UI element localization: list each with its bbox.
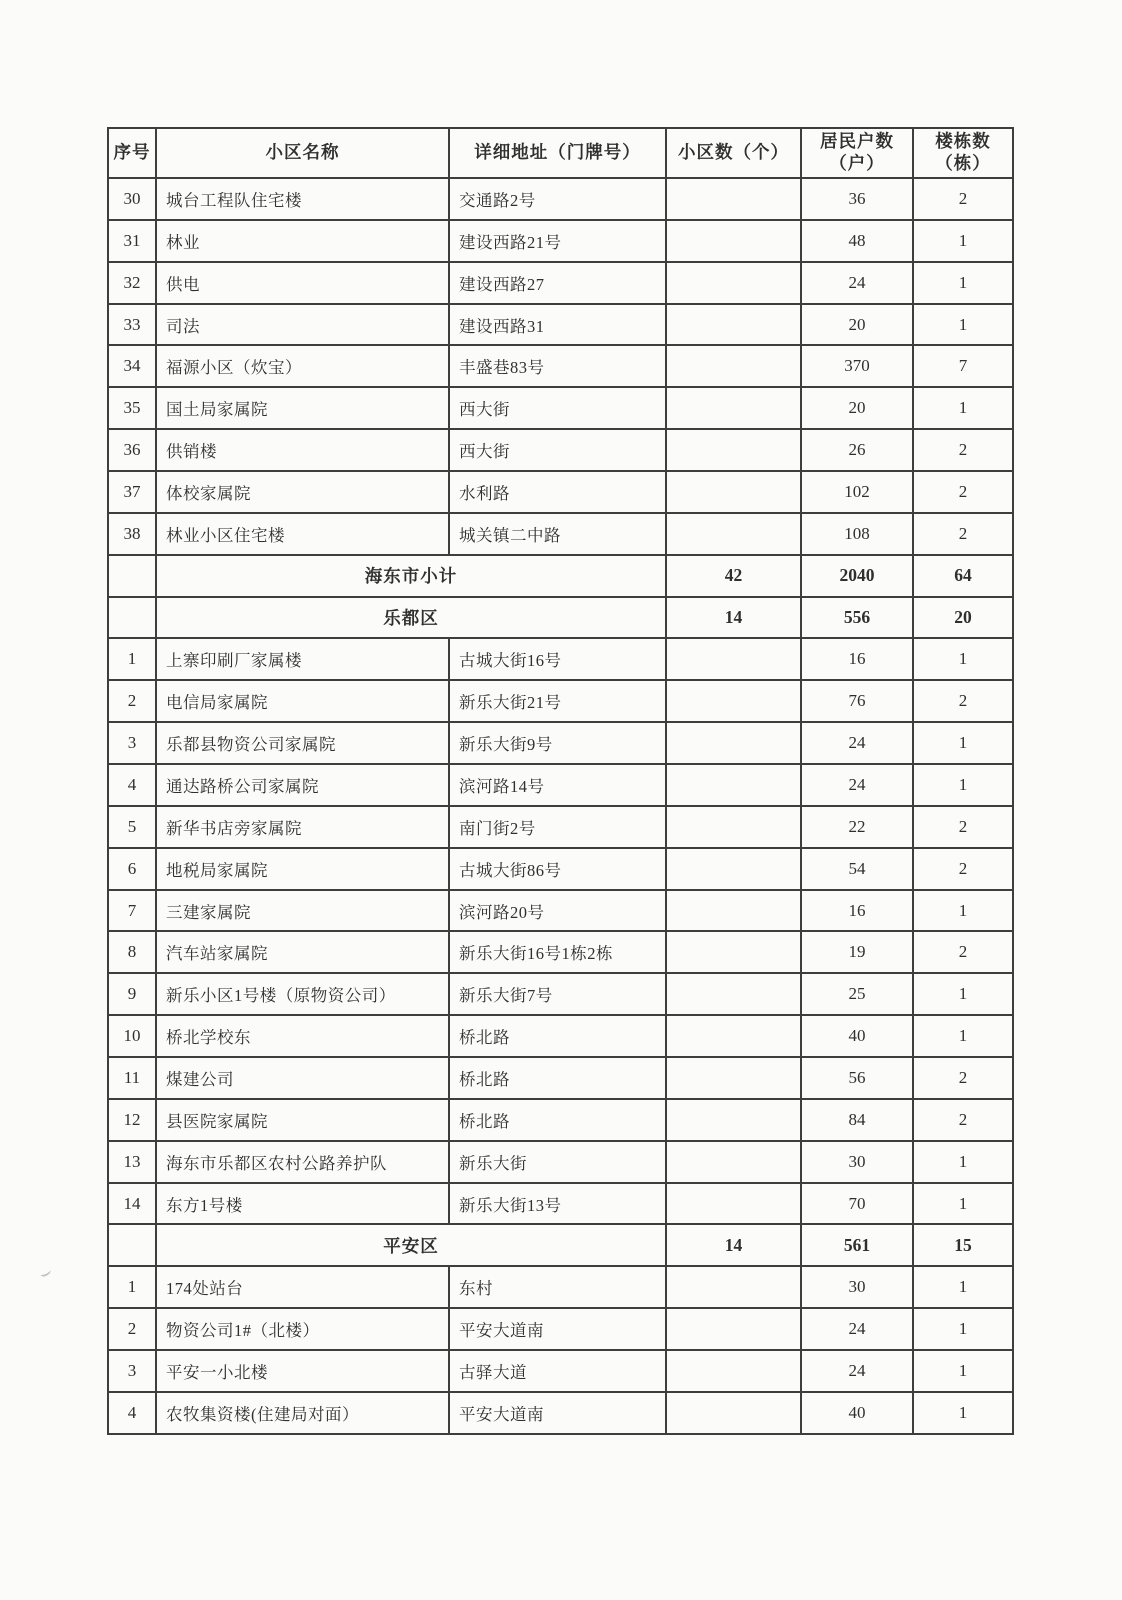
header-buildings <box>913 128 1013 178</box>
households-cell: 76 <box>801 680 913 722</box>
count-cell: 14 <box>666 1224 801 1266</box>
table-row <box>108 1141 1013 1183</box>
count-cell <box>666 304 801 346</box>
seq-cell: 2 <box>108 1308 156 1350</box>
households-cell: 108 <box>801 513 913 555</box>
seq-cell: 32 <box>108 262 156 304</box>
table-row <box>108 890 1013 932</box>
table-row <box>108 513 1013 555</box>
name-cell: 桥北学校东 <box>156 1015 449 1057</box>
seq-cell <box>108 1224 156 1266</box>
name-cell: 物资公司1#（北楼） <box>156 1308 449 1350</box>
seq-cell: 30 <box>108 178 156 220</box>
name-cell: 司法 <box>156 304 449 346</box>
buildings-cell: 1 <box>913 764 1013 806</box>
seq-cell: 2 <box>108 680 156 722</box>
seq-cell: 12 <box>108 1099 156 1141</box>
buildings-cell: 2 <box>913 429 1013 471</box>
seq-cell <box>108 597 156 639</box>
buildings-cell: 1 <box>913 1015 1013 1057</box>
header-count-label: 小区数（个） <box>678 142 789 163</box>
count-cell <box>666 220 801 262</box>
households-cell: 16 <box>801 638 913 680</box>
count-cell: 42 <box>666 555 801 597</box>
households-cell: 54 <box>801 848 913 890</box>
count-cell <box>666 1308 801 1350</box>
address-cell: 新乐大街7号 <box>449 973 666 1015</box>
section-label-cell: 乐都区 <box>156 597 666 639</box>
address-cell: 新乐大街16号1栋2栋 <box>449 931 666 973</box>
seq-cell: 1 <box>108 638 156 680</box>
households-cell: 16 <box>801 890 913 932</box>
count-cell <box>666 806 801 848</box>
count-cell <box>666 638 801 680</box>
count-cell <box>666 1350 801 1392</box>
buildings-cell: 1 <box>913 1266 1013 1308</box>
count-cell <box>666 1015 801 1057</box>
count-cell <box>666 890 801 932</box>
buildings-cell: 1 <box>913 387 1013 429</box>
address-cell: 平安大道南 <box>449 1392 666 1434</box>
scan-smudge-mark <box>39 1266 52 1277</box>
count-cell <box>666 387 801 429</box>
seq-cell: 6 <box>108 848 156 890</box>
header-seq-label: 序号 <box>113 142 151 163</box>
households-cell: 102 <box>801 471 913 513</box>
households-cell: 20 <box>801 387 913 429</box>
summary-row <box>108 555 1013 597</box>
address-cell: 建设西路27 <box>449 262 666 304</box>
buildings-cell: 1 <box>913 220 1013 262</box>
address-cell: 水利路 <box>449 471 666 513</box>
table-row <box>108 973 1013 1015</box>
header-seq <box>108 128 156 178</box>
count-cell <box>666 764 801 806</box>
count-cell <box>666 1099 801 1141</box>
address-cell: 新乐大街21号 <box>449 680 666 722</box>
count-cell <box>666 722 801 764</box>
buildings-cell: 20 <box>913 597 1013 639</box>
buildings-cell: 1 <box>913 973 1013 1015</box>
seq-cell: 37 <box>108 471 156 513</box>
count-cell: 14 <box>666 597 801 639</box>
community-table <box>107 127 1014 1435</box>
households-cell: 24 <box>801 764 913 806</box>
header-households-label: 居民户数 <box>820 131 894 152</box>
name-cell: 电信局家属院 <box>156 680 449 722</box>
table-row <box>108 680 1013 722</box>
buildings-cell: 1 <box>913 1141 1013 1183</box>
buildings-cell: 2 <box>913 513 1013 555</box>
table-row <box>108 1183 1013 1225</box>
buildings-cell: 2 <box>913 1099 1013 1141</box>
table-row <box>108 722 1013 764</box>
buildings-cell: 1 <box>913 1183 1013 1225</box>
table-row <box>108 1057 1013 1099</box>
count-cell <box>666 1183 801 1225</box>
name-cell: 平安一小北楼 <box>156 1350 449 1392</box>
name-cell: 174处站台 <box>156 1266 449 1308</box>
households-cell: 19 <box>801 931 913 973</box>
name-cell: 体校家属院 <box>156 471 449 513</box>
buildings-cell: 1 <box>913 1392 1013 1434</box>
table-row <box>108 387 1013 429</box>
seq-cell <box>108 555 156 597</box>
address-cell: 东村 <box>449 1266 666 1308</box>
table-row <box>108 1099 1013 1141</box>
address-cell: 桥北路 <box>449 1057 666 1099</box>
table-row <box>108 220 1013 262</box>
name-cell: 供电 <box>156 262 449 304</box>
table-row <box>108 848 1013 890</box>
buildings-cell: 1 <box>913 722 1013 764</box>
name-cell: 上寨印刷厂家属楼 <box>156 638 449 680</box>
seq-cell: 35 <box>108 387 156 429</box>
households-cell: 36 <box>801 178 913 220</box>
count-cell <box>666 1392 801 1434</box>
count-cell <box>666 429 801 471</box>
name-cell: 农牧集资楼(住建局对面） <box>156 1392 449 1434</box>
header-buildings-label: 楼栋数 <box>935 131 991 152</box>
table-row <box>108 345 1013 387</box>
count-cell <box>666 1266 801 1308</box>
seq-cell: 13 <box>108 1141 156 1183</box>
table-row <box>108 178 1013 220</box>
households-cell: 561 <box>801 1224 913 1266</box>
name-cell: 海东市乐都区农村公路养护队 <box>156 1141 449 1183</box>
name-cell: 三建家属院 <box>156 890 449 932</box>
buildings-cell: 2 <box>913 680 1013 722</box>
households-cell: 2040 <box>801 555 913 597</box>
address-cell: 滨河路20号 <box>449 890 666 932</box>
table-row <box>108 638 1013 680</box>
address-cell: 西大街 <box>449 387 666 429</box>
buildings-cell: 2 <box>913 848 1013 890</box>
households-cell: 26 <box>801 429 913 471</box>
header-row <box>108 128 1013 178</box>
name-cell: 东方1号楼 <box>156 1183 449 1225</box>
seq-cell: 34 <box>108 345 156 387</box>
table-row <box>108 806 1013 848</box>
name-cell: 福源小区（炊宝） <box>156 345 449 387</box>
households-cell: 20 <box>801 304 913 346</box>
seq-cell: 4 <box>108 764 156 806</box>
buildings-cell: 2 <box>913 471 1013 513</box>
table-row <box>108 1266 1013 1308</box>
name-cell: 汽车站家属院 <box>156 931 449 973</box>
address-cell: 古城大街86号 <box>449 848 666 890</box>
table-row <box>108 931 1013 973</box>
header-name <box>156 128 449 178</box>
households-cell: 24 <box>801 1308 913 1350</box>
name-cell: 县医院家属院 <box>156 1099 449 1141</box>
header-households <box>801 128 913 178</box>
header-buildings-unit: （栋） <box>935 153 991 173</box>
buildings-cell: 1 <box>913 1308 1013 1350</box>
section-label-cell: 海东市小计 <box>156 555 666 597</box>
seq-cell: 3 <box>108 1350 156 1392</box>
name-cell: 城台工程队住宅楼 <box>156 178 449 220</box>
header-households-unit: （户） <box>829 153 885 173</box>
table-row <box>108 429 1013 471</box>
address-cell: 古驿大道 <box>449 1350 666 1392</box>
name-cell: 新华书店旁家属院 <box>156 806 449 848</box>
seq-cell: 14 <box>108 1183 156 1225</box>
address-cell: 西大街 <box>449 429 666 471</box>
table-row <box>108 1392 1013 1434</box>
seq-cell: 9 <box>108 973 156 1015</box>
name-cell: 国土局家属院 <box>156 387 449 429</box>
count-cell <box>666 1057 801 1099</box>
count-cell <box>666 1141 801 1183</box>
seq-cell: 10 <box>108 1015 156 1057</box>
households-cell: 22 <box>801 806 913 848</box>
households-cell: 30 <box>801 1141 913 1183</box>
table-header <box>108 128 1013 178</box>
seq-cell: 33 <box>108 304 156 346</box>
households-cell: 25 <box>801 973 913 1015</box>
households-cell: 70 <box>801 1183 913 1225</box>
header-address-label: 详细地址（门牌号） <box>474 142 641 163</box>
buildings-cell: 64 <box>913 555 1013 597</box>
address-cell: 交通路2号 <box>449 178 666 220</box>
seq-cell: 1 <box>108 1266 156 1308</box>
households-cell: 40 <box>801 1015 913 1057</box>
name-cell: 林业 <box>156 220 449 262</box>
seq-cell: 8 <box>108 931 156 973</box>
table-row <box>108 262 1013 304</box>
households-cell: 48 <box>801 220 913 262</box>
seq-cell: 3 <box>108 722 156 764</box>
name-cell: 通达路桥公司家属院 <box>156 764 449 806</box>
seq-cell: 36 <box>108 429 156 471</box>
header-address <box>449 128 666 178</box>
buildings-cell: 1 <box>913 890 1013 932</box>
address-cell: 新乐大街 <box>449 1141 666 1183</box>
address-cell: 建设西路31 <box>449 304 666 346</box>
address-cell: 新乐大街13号 <box>449 1183 666 1225</box>
address-cell: 桥北路 <box>449 1099 666 1141</box>
header-count <box>666 128 801 178</box>
table-row <box>108 1308 1013 1350</box>
table-row <box>108 1015 1013 1057</box>
count-cell <box>666 848 801 890</box>
households-cell: 40 <box>801 1392 913 1434</box>
count-cell <box>666 973 801 1015</box>
buildings-cell: 7 <box>913 345 1013 387</box>
buildings-cell: 2 <box>913 806 1013 848</box>
buildings-cell: 2 <box>913 1057 1013 1099</box>
households-cell: 370 <box>801 345 913 387</box>
name-cell: 新乐小区1号楼（原物资公司） <box>156 973 449 1015</box>
address-cell: 城关镇二中路 <box>449 513 666 555</box>
address-cell: 南门街2号 <box>449 806 666 848</box>
households-cell: 30 <box>801 1266 913 1308</box>
buildings-cell: 2 <box>913 931 1013 973</box>
summary-row <box>108 597 1013 639</box>
households-cell: 24 <box>801 1350 913 1392</box>
seq-cell: 7 <box>108 890 156 932</box>
buildings-cell: 1 <box>913 1350 1013 1392</box>
name-cell: 煤建公司 <box>156 1057 449 1099</box>
count-cell <box>666 680 801 722</box>
name-cell: 林业小区住宅楼 <box>156 513 449 555</box>
name-cell: 地税局家属院 <box>156 848 449 890</box>
households-cell: 24 <box>801 722 913 764</box>
name-cell: 供销楼 <box>156 429 449 471</box>
summary-row <box>108 1224 1013 1266</box>
address-cell: 新乐大街9号 <box>449 722 666 764</box>
households-cell: 24 <box>801 262 913 304</box>
buildings-cell: 1 <box>913 638 1013 680</box>
section-label-cell: 平安区 <box>156 1224 666 1266</box>
table-row <box>108 471 1013 513</box>
households-cell: 84 <box>801 1099 913 1141</box>
address-cell: 滨河路14号 <box>449 764 666 806</box>
address-cell: 建设西路21号 <box>449 220 666 262</box>
address-cell: 古城大街16号 <box>449 638 666 680</box>
table-body <box>108 178 1013 1434</box>
table-row <box>108 1350 1013 1392</box>
header-name-label: 小区名称 <box>265 142 340 163</box>
count-cell <box>666 931 801 973</box>
count-cell <box>666 471 801 513</box>
seq-cell: 11 <box>108 1057 156 1099</box>
table-row <box>108 764 1013 806</box>
buildings-cell: 15 <box>913 1224 1013 1266</box>
count-cell <box>666 513 801 555</box>
seq-cell: 4 <box>108 1392 156 1434</box>
table-row <box>108 304 1013 346</box>
seq-cell: 31 <box>108 220 156 262</box>
count-cell <box>666 262 801 304</box>
name-cell: 乐都县物资公司家属院 <box>156 722 449 764</box>
seq-cell: 38 <box>108 513 156 555</box>
households-cell: 56 <box>801 1057 913 1099</box>
address-cell: 桥北路 <box>449 1015 666 1057</box>
buildings-cell: 1 <box>913 304 1013 346</box>
seq-cell: 5 <box>108 806 156 848</box>
buildings-cell: 1 <box>913 262 1013 304</box>
count-cell <box>666 345 801 387</box>
address-cell: 平安大道南 <box>449 1308 666 1350</box>
buildings-cell: 2 <box>913 178 1013 220</box>
households-cell: 556 <box>801 597 913 639</box>
count-cell <box>666 178 801 220</box>
address-cell: 丰盛巷83号 <box>449 345 666 387</box>
